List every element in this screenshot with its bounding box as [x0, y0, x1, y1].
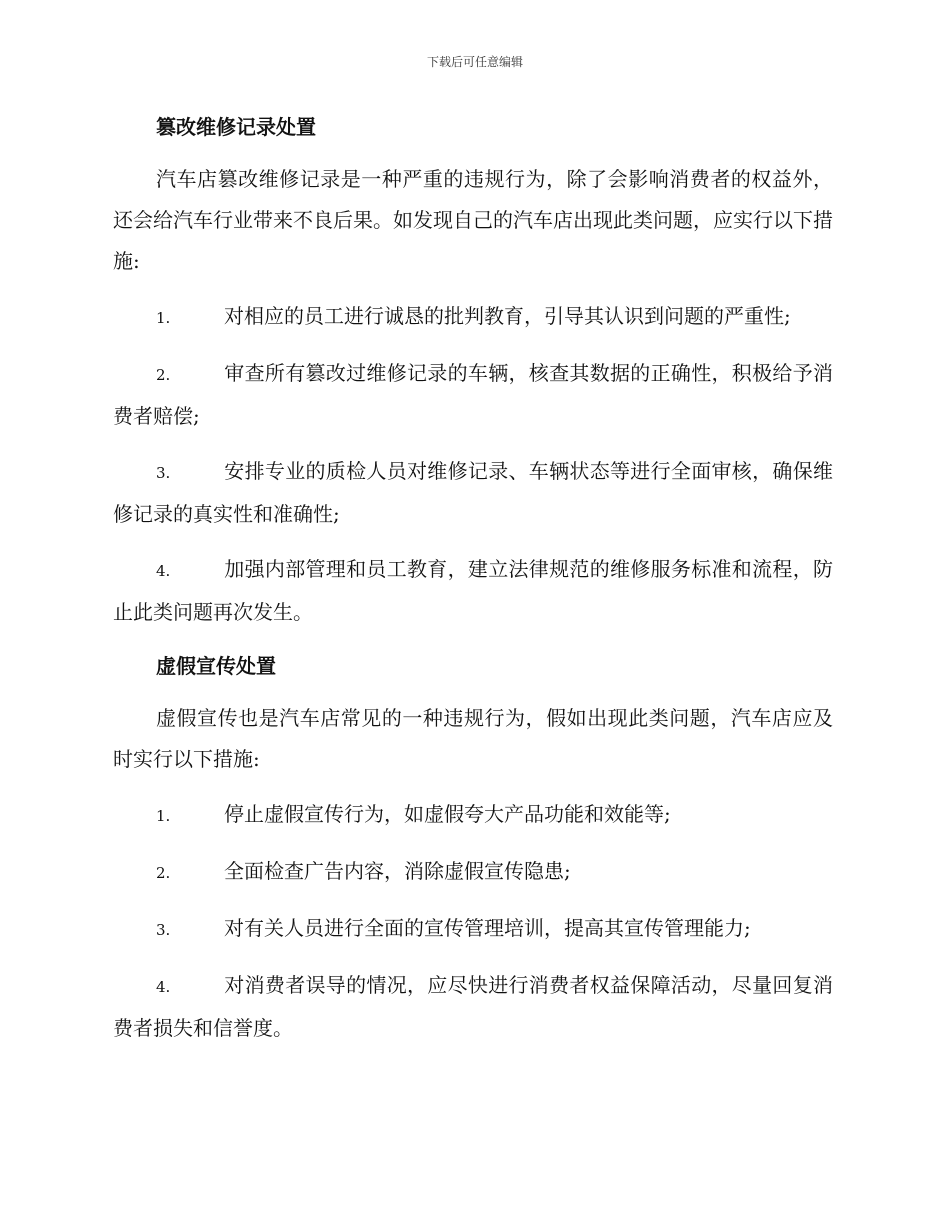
- list-item: [113, 296, 833, 339]
- list-text: 对相应的员工进行诚恳的批判教育，引导其认识到问题的严重性;: [224, 304, 791, 328]
- list-number: 4.: [156, 562, 171, 580]
- list-number: 4.: [156, 978, 171, 996]
- list-text: 对消费者误导的情况，应尽快进行消费者权益保障活动，尽量回复消费者损失和信誉度。: [113, 973, 833, 1040]
- list-item: [113, 353, 833, 437]
- list-text: 加强内部管理和员工教育，建立法律规范的维修服务标准和流程，防止此类问题再次发生。: [113, 557, 833, 624]
- document-body: [113, 108, 833, 1063]
- list-item: [113, 794, 833, 837]
- list-number: 3.: [156, 921, 171, 939]
- list-text: 停止虚假宣传行为，如虚假夸大产品功能和效能等;: [224, 802, 671, 826]
- page-header: 下载后可任意编辑: [426, 55, 523, 69]
- list-item: [113, 851, 833, 894]
- list-number: 3.: [156, 464, 171, 482]
- list-text: 对有关人员进行全面的宣传管理培训，提高其宣传管理能力;: [224, 916, 751, 940]
- list-text: 全面检查广告内容，消除虚假宣传隐患;: [224, 859, 571, 883]
- section-intro: 虚假宣传也是汽车店常见的一种违规行为，假如出现此类问题，汽车店应及时实行以下措施:: [113, 706, 833, 771]
- list-text: 审查所有篡改过维修记录的车辆，核查其数据的正确性，积极给予消费者赔偿;: [113, 361, 833, 428]
- list-number: 1.: [156, 309, 171, 327]
- list-item: [113, 451, 833, 535]
- list-number: 1.: [156, 807, 171, 825]
- section-heading: 虚假宣传处置: [156, 654, 276, 678]
- section-intro: 汽车店篡改维修记录是一种严重的违规行为，除了会影响消费者的权益外，还会给汽车行业带来不良后果。如发现自己的汽车店出现此类问题，应实行以下措施:: [113, 167, 833, 273]
- list-number: 2.: [156, 864, 171, 882]
- section-tampered-records: [113, 108, 833, 633]
- list-number: 2.: [156, 366, 171, 384]
- list-text: 安排专业的质检人员对维修记录、车辆状态等进行全面审核，确保维修记录的真实性和准确性;: [113, 459, 833, 526]
- section-false-advertising: [113, 647, 833, 1049]
- section-heading: 篡改维修记录处置: [156, 115, 316, 139]
- list-item: [113, 549, 833, 633]
- list-item: [113, 908, 833, 951]
- list-item: [113, 965, 833, 1049]
